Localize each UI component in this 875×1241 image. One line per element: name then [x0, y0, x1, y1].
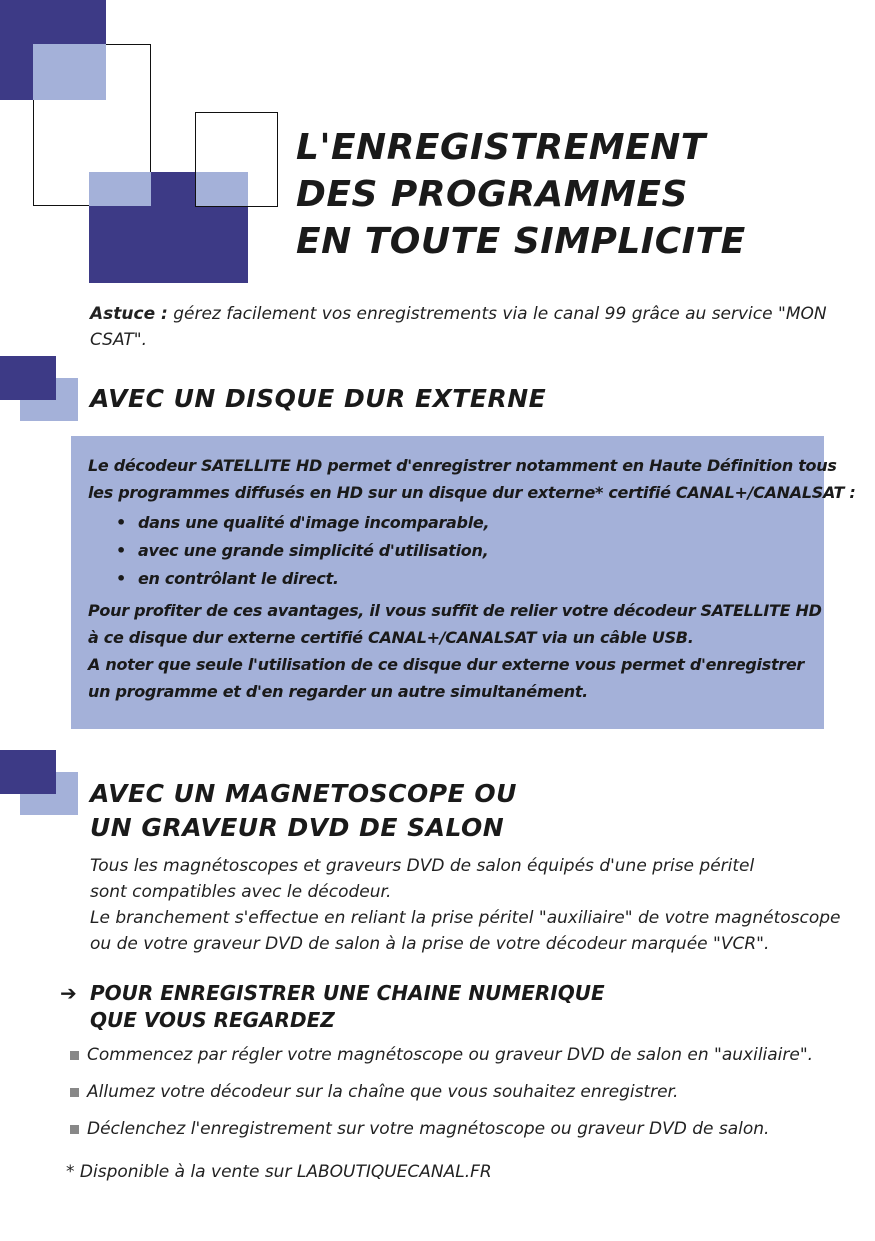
square-bullet-icon — [70, 1125, 79, 1134]
list-item: • en contrôlant le direct. — [88, 565, 828, 593]
tip-label: Astuce : — [90, 304, 168, 324]
paragraph-line: sont compatibles avec le décodeur. — [90, 882, 392, 902]
box-outro-line-1: Pour profiter de ces avantages, il vous suffit de relier votre décodeur SATELLITE HD — [88, 601, 822, 620]
section2-heading-line-1: AVEC UN MAGNETOSCOPE OU — [90, 779, 517, 808]
step-item: Allumez votre décodeur sur la chaîne que vous souhaitez enregistrer. — [70, 1082, 678, 1102]
decor-square-light-bottom-left — [89, 172, 151, 206]
square-bullet-icon — [70, 1051, 79, 1060]
page-title — [296, 124, 746, 265]
subsection-heading-line-2: QUE VOUS REGARDEZ — [90, 1008, 335, 1032]
decor-square-light-top — [33, 44, 106, 100]
section1-box-text — [88, 452, 856, 705]
square-bullet-icon — [70, 1088, 79, 1097]
bullet-icon: • — [116, 541, 126, 560]
paragraph-line: Tous les magnétoscopes et graveurs DVD de salon équipés d'une prise péritel — [90, 856, 755, 876]
footnote: * Disponible à la vente sur LABOUTIQUECANAL.FR — [66, 1162, 492, 1182]
tip-text: gérez facilement vos enregistrements via le canal 99 grâce au service "MON CSAT". — [90, 304, 827, 350]
decor-square-outline-right — [195, 112, 278, 207]
title-line-2: DES PROGRAMMES — [296, 174, 688, 215]
list-item: • dans une qualité d'image incomparable, — [88, 509, 828, 537]
paragraph-line: Le branchement s'effectue en reliant la prise péritel "auxiliaire" de votre magnétoscope — [90, 908, 841, 928]
box-outro-line-2: à ce disque dur externe certifié CANAL+/CANALSAT via un câble USB. — [88, 628, 694, 647]
subsection-heading — [60, 980, 605, 1034]
step-item: Commencez par régler votre magnétoscope ou graveur DVD de salon en "auxiliaire". — [70, 1045, 813, 1065]
title-line-1: L'ENREGISTREMENT — [296, 127, 706, 168]
section1-heading: AVEC UN DISQUE DUR EXTERNE — [90, 384, 547, 413]
section2-heading — [90, 777, 517, 845]
subsection-heading-line-1: POUR ENREGISTRER UNE CHAINE NUMERIQUE — [90, 981, 605, 1005]
section1-marker-overlap — [20, 378, 56, 400]
bullet-icon: • — [116, 569, 126, 588]
tip-paragraph — [90, 301, 830, 353]
paragraph-line: ou de votre graveur DVD de salon à la prise de votre décodeur marquée "VCR". — [90, 934, 770, 954]
section2-heading-line-2: UN GRAVEUR DVD DE SALON — [90, 813, 505, 842]
step-item: Déclenchez l'enregistrement sur votre magnétoscope ou graveur DVD de salon. — [70, 1119, 769, 1139]
section2-marker-overlap — [20, 772, 56, 794]
box-outro-line-4: un programme et d'en regarder un autre simultanément. — [88, 682, 588, 701]
box-outro-line-3: A noter que seule l'utilisation de ce disque dur externe vous permet d'enregistrer — [88, 655, 805, 674]
list-item: • avec une grande simplicité d'utilisation, — [88, 537, 828, 565]
box-intro-line-1: Le décodeur SATELLITE HD permet d'enregistrer notamment en Haute Définition tous — [88, 456, 837, 475]
box-bullet-list — [88, 509, 828, 593]
section2-paragraph — [90, 853, 860, 957]
box-intro-line-2: les programmes diffusés en HD sur un disque dur externe* certifié CANAL+/CANALSAT : — [88, 483, 856, 502]
title-line-3: EN TOUTE SIMPLICITE — [296, 221, 746, 262]
arrow-right-icon: ➔ — [60, 981, 77, 1005]
bullet-icon: • — [116, 513, 126, 532]
